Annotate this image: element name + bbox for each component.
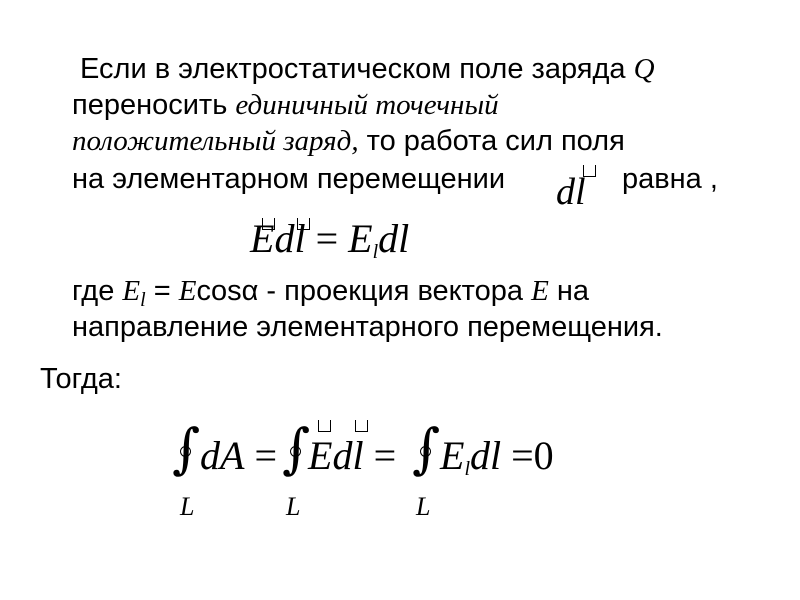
contour-ring-icon	[290, 446, 301, 457]
dl-text: dl	[332, 433, 364, 478]
formula-1-subscript: l	[372, 241, 379, 263]
text-segment: равна ,	[622, 163, 718, 195]
L-label: L	[286, 492, 301, 521]
contour-integral-3: ∫	[412, 417, 441, 480]
E-text: E	[440, 433, 465, 478]
paragraph-1-line-1	[80, 52, 655, 86]
formula-2-part-2	[308, 432, 396, 479]
charge-symbol: Q	[633, 53, 655, 85]
vector-arrow-mark	[262, 218, 275, 230]
equals-sign: =	[373, 433, 397, 478]
formula-1-dl: dl	[274, 216, 306, 261]
paragraph-2-line-1	[72, 274, 589, 311]
subscript-l: l	[464, 458, 470, 480]
vector-arrow-mark	[318, 420, 331, 432]
text-segment: переносить	[72, 89, 236, 121]
text-segment: =	[145, 275, 179, 307]
subscript-l: l	[140, 289, 146, 311]
integral-limit-L-2	[286, 492, 300, 522]
text-segment: то работа сил поля	[358, 125, 625, 157]
vector-arrow-mark	[583, 165, 596, 177]
vector-arrow-mark	[297, 218, 310, 230]
formula-1-dl-right: dl	[378, 216, 410, 261]
contour-integral-2: ∫	[282, 417, 311, 480]
text-segment: направление элементарного перемещения.	[72, 311, 663, 343]
paragraph-1-line-4-end	[622, 162, 718, 196]
integral-limit-L-3	[416, 492, 430, 522]
text-segment: cosα - проекция вектора	[196, 275, 532, 307]
italic-text: единичный точечный	[235, 89, 499, 121]
integral-limit-L-1	[180, 492, 194, 522]
formula-2-part-1	[200, 432, 277, 479]
paragraph-1-line-3	[72, 124, 625, 158]
contour-ring-icon	[420, 446, 431, 457]
text-segment: на	[548, 275, 590, 307]
E-symbol: E	[531, 275, 549, 307]
dA-text: dA	[200, 433, 245, 478]
text-segment: где	[72, 275, 123, 307]
dl-text: dl	[556, 171, 586, 213]
paragraph-2-line-2	[72, 310, 663, 344]
dl-text: dl	[470, 433, 502, 478]
formula-2-part-3	[440, 432, 554, 479]
text-segment: на элементарном перемещении	[72, 163, 506, 195]
contour-ring-icon	[180, 446, 191, 457]
L-label: L	[416, 492, 431, 521]
E-symbol: E	[122, 275, 141, 307]
E-text: E	[308, 433, 333, 478]
italic-text: положительный заряд,	[72, 125, 359, 157]
then-label	[40, 362, 122, 396]
E-symbol: E	[178, 275, 197, 307]
formula-1-E: E	[250, 216, 275, 261]
paragraph-1-line-4	[72, 162, 505, 196]
inline-dl-symbol	[556, 170, 586, 214]
contour-integral-1: ∫	[172, 417, 201, 480]
text-segment: Если в электростатическом поле заряда	[80, 53, 634, 85]
vector-arrow-mark	[355, 420, 368, 432]
formula-1-equals: =	[315, 216, 339, 261]
formula-1-El: E	[348, 216, 373, 261]
L-label: L	[180, 492, 195, 521]
equals-zero: =0	[511, 433, 554, 478]
text-segment: Тогда:	[40, 363, 122, 395]
paragraph-1-line-2	[72, 88, 499, 122]
equals-sign: =	[254, 433, 277, 478]
